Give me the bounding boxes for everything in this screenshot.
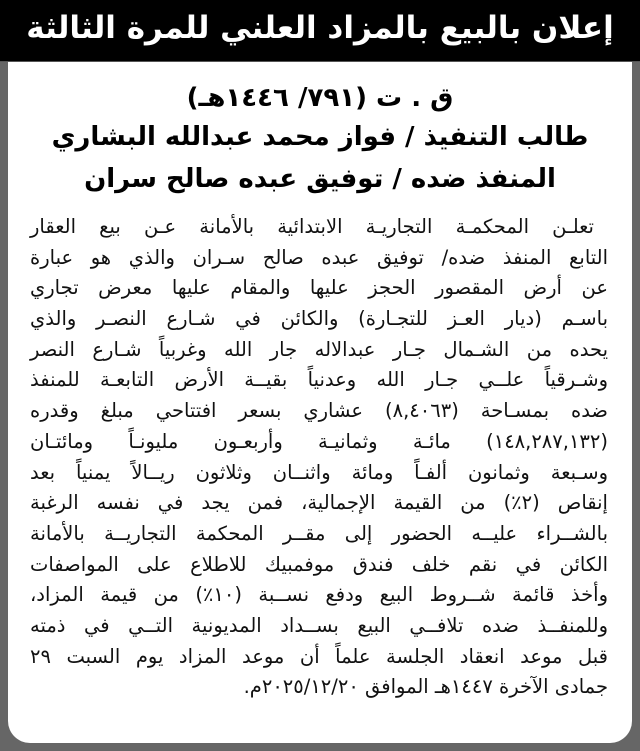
body-line: (١٤٨,٢٨٧,١٣٢) مائـة وثمانيـة وأربعـون مليونـاً ومائتـان <box>30 429 608 453</box>
announcement-title: إعلان بالبيع بالمزاد العلني للمرة الثالثة <box>26 9 614 46</box>
body-line: وشـرقياً علــي جـار الله وعدنياً بقيــة الأرض التابعـة للمنفذ <box>30 368 608 392</box>
body-line: التابع المنفذ ضده/ توفيق عبده صالح سـران والذي هو عبارة <box>30 245 608 269</box>
body-line: يحده من الشـمال جـار عبدالاله جار الله وغربياً شـارع النصر <box>30 337 608 361</box>
body-line: قبل موعد انعقاد الجلسة علماً أن موعد المزاد يوم السبت ٢٩ <box>30 644 608 668</box>
body-line: بالشــراء عليــه الحضور إلى مقــر المحكمة التجاريــة بالأمانة <box>30 521 608 545</box>
body-line: جمادى الآخرة ١٤٤٧هـ الموافق ٢٠٢٥/١٢/٢٠م. <box>243 675 608 699</box>
announcement-header <box>0 0 640 62</box>
body-line: إنقاص (٢٪) من القيمة الإجمالية، فمن يجد في نفسه الرغبة <box>30 491 608 515</box>
body-line: وللمنفــذ ضده تلافــي البيع بســداد المديونية التــي في ذمته <box>30 613 608 637</box>
body-line: باسـم (ديار العـز للتجـارة) والكائن في شـارع النصـر والذي <box>30 307 608 331</box>
announcement-body <box>30 212 608 703</box>
case-number: ق . ت (٧٩١/ ١٤٤٦هـ) <box>186 83 454 113</box>
announcement-panel <box>8 62 632 743</box>
body-line: عن أرض المقصور الحجز عليها والمقام عليها معرض تجاري <box>30 276 608 300</box>
case-info <box>8 62 632 200</box>
body-line: ضده بمسـاحة (٨,٤٠٦٣) عشاري بسعر افتتاحي مبلغ وقدره <box>30 399 608 423</box>
body-line: الكائن في نقم خلف فندق موفمبيك للاطلاع على المواصفات <box>30 552 608 576</box>
claimant-line: طالب التنفيذ / فواز محمد عبدالله البشاري <box>51 122 589 152</box>
body-line: وأخذ قائمة شــروط البيع ودفع نســبة (١٠٪) من قيمة المزاد، <box>30 583 608 607</box>
body-line: وسـبعة وثمانون ألفـاً ومائة واثنــان وثلاثون ريــالاً يمنياً بعد <box>30 460 608 484</box>
defendant-line: المنفذ ضده / توفيق عبده صالح سران <box>84 164 556 194</box>
body-line: تعلـن المحكمـة التجاريـة الابتدائية بالأمانة عـن بيع العقار <box>30 215 594 238</box>
